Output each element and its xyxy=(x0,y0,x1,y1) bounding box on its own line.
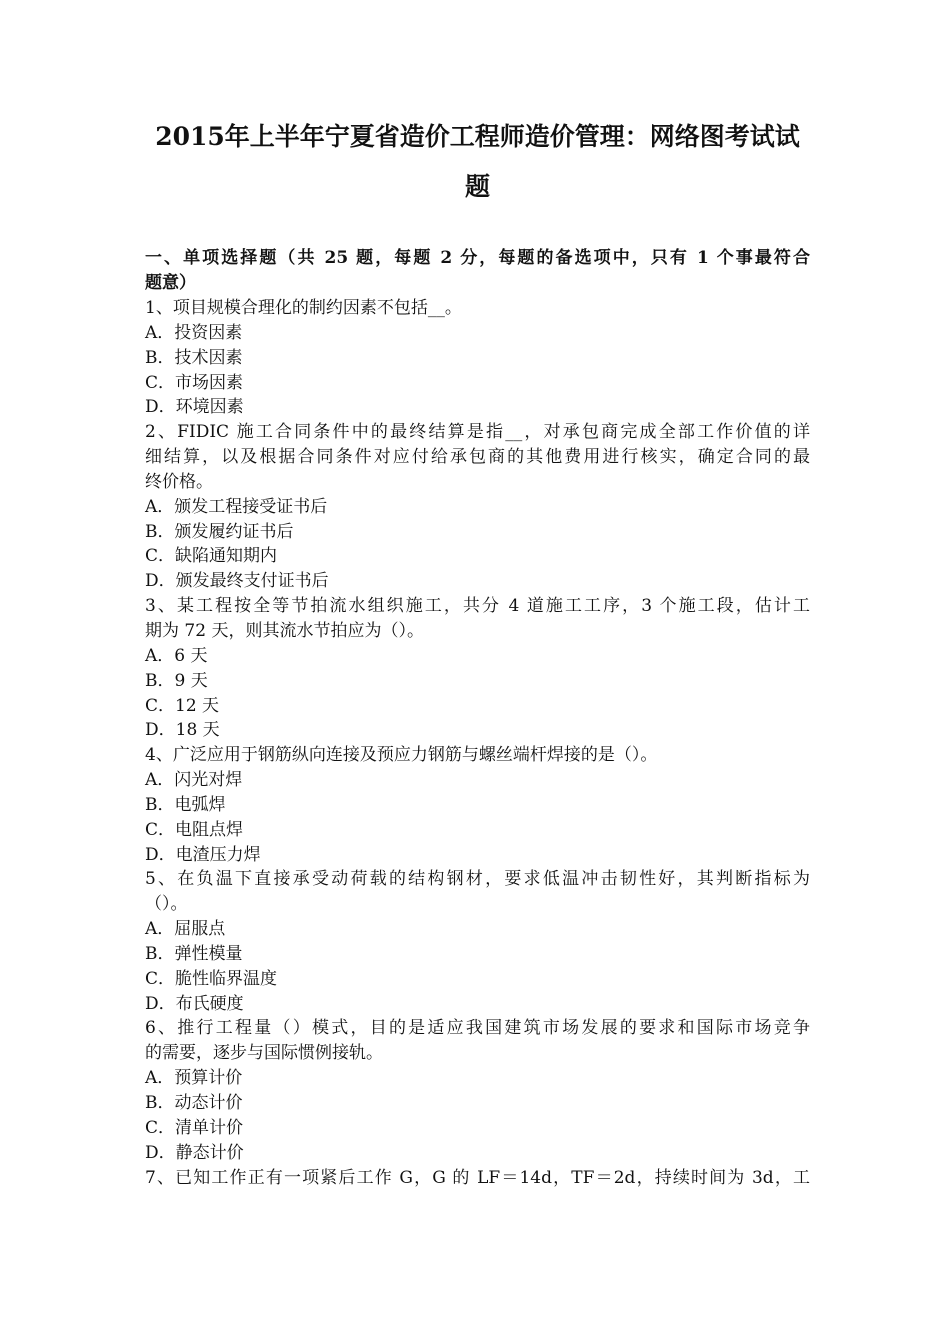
question-list xyxy=(145,296,810,1190)
text-line: 细结算，以及根据合同条件对应付给承包商的其他费用进行核实，确定合同的最 xyxy=(145,447,810,468)
text-line: 期为 72 天，则其流水节拍应为（）。 xyxy=(145,620,424,641)
text-line: A．预算计价 xyxy=(145,1068,243,1089)
text-line: 7、已知工作正有一项紧后工作 G，G 的 LF＝14d，TF＝2d，持续时间为 3d，工 xyxy=(145,1167,810,1188)
text-line: B．9 天 xyxy=(145,670,208,691)
text-line: B．电弧焊 xyxy=(145,794,226,815)
text-line: （）。 xyxy=(145,894,188,915)
section-heading xyxy=(145,246,810,296)
text-line: 5、在负温下直接承受动荷载的结构钢材，要求低温冲击韧性好，其判断指标为 xyxy=(145,869,810,890)
text-line: 终价格。 xyxy=(145,471,213,492)
text-line: C．缺陷通知期内 xyxy=(145,546,278,567)
text-line: A．6 天 xyxy=(145,645,208,666)
text-line: 1、项目规模合理化的制约因素不包括__。 xyxy=(145,298,462,318)
text-line: D．颁发最终支付证书后 xyxy=(145,571,329,592)
text-line: C．市场因素 xyxy=(145,372,244,393)
document-title-line-2: 题 xyxy=(464,172,490,201)
text-line: C．电阻点焊 xyxy=(145,819,244,840)
text-line: B．弹性模量 xyxy=(145,943,243,964)
text-line: A．投资因素 xyxy=(145,322,243,343)
text-line: D．静态计价 xyxy=(145,1142,244,1163)
document-title-line-1: 2015年上半年宁夏省造价工程师造价管理：网络图考试试 xyxy=(155,122,800,151)
text-line: D．电渣压力焊 xyxy=(145,844,261,865)
text-line: C．脆性临界温度 xyxy=(145,968,278,989)
text-line: B．动态计价 xyxy=(145,1093,243,1113)
text-line: C．清单计价 xyxy=(145,1117,244,1138)
text-line: C．12 天 xyxy=(145,695,220,716)
text-line: D．布氏硬度 xyxy=(145,993,244,1014)
section-heading-line-1: 一、单项选择题（共 25 题，每题 2 分，每题的备选项中，只有 1 个事最符合 xyxy=(145,248,810,268)
text-line: 6、推行工程量（）模式，目的是适应我国建筑市场发展的要求和国际市场竞争 xyxy=(145,1018,810,1039)
text-line: 4、广泛应用于钢筋纵向连接及预应力钢筋与螺丝端杆焊接的是（）。 xyxy=(145,745,658,766)
text-line: D．环境因素 xyxy=(145,397,244,418)
text-line: B．颁发履约证书后 xyxy=(145,521,294,542)
text-line: 3、某工程按全等节拍流水组织施工，共分 4 道施工工序，3 个施工段，估计工 xyxy=(145,596,810,617)
text-line: B．技术因素 xyxy=(145,347,243,368)
text-line: A．闪光对焊 xyxy=(145,770,243,791)
text-line: 2、FIDIC 施工合同条件中的最终结算是指__，对承包商完成全部工作价值的详 xyxy=(145,422,810,443)
text-line: A．屈服点 xyxy=(145,919,226,940)
text-line: D．18 天 xyxy=(145,720,220,741)
text-line: A．颁发工程接受证书后 xyxy=(145,496,328,517)
text-line: 的需要，逐步与国际惯例接轨。 xyxy=(145,1043,383,1064)
section-heading-line-2: 题意） xyxy=(145,272,196,293)
